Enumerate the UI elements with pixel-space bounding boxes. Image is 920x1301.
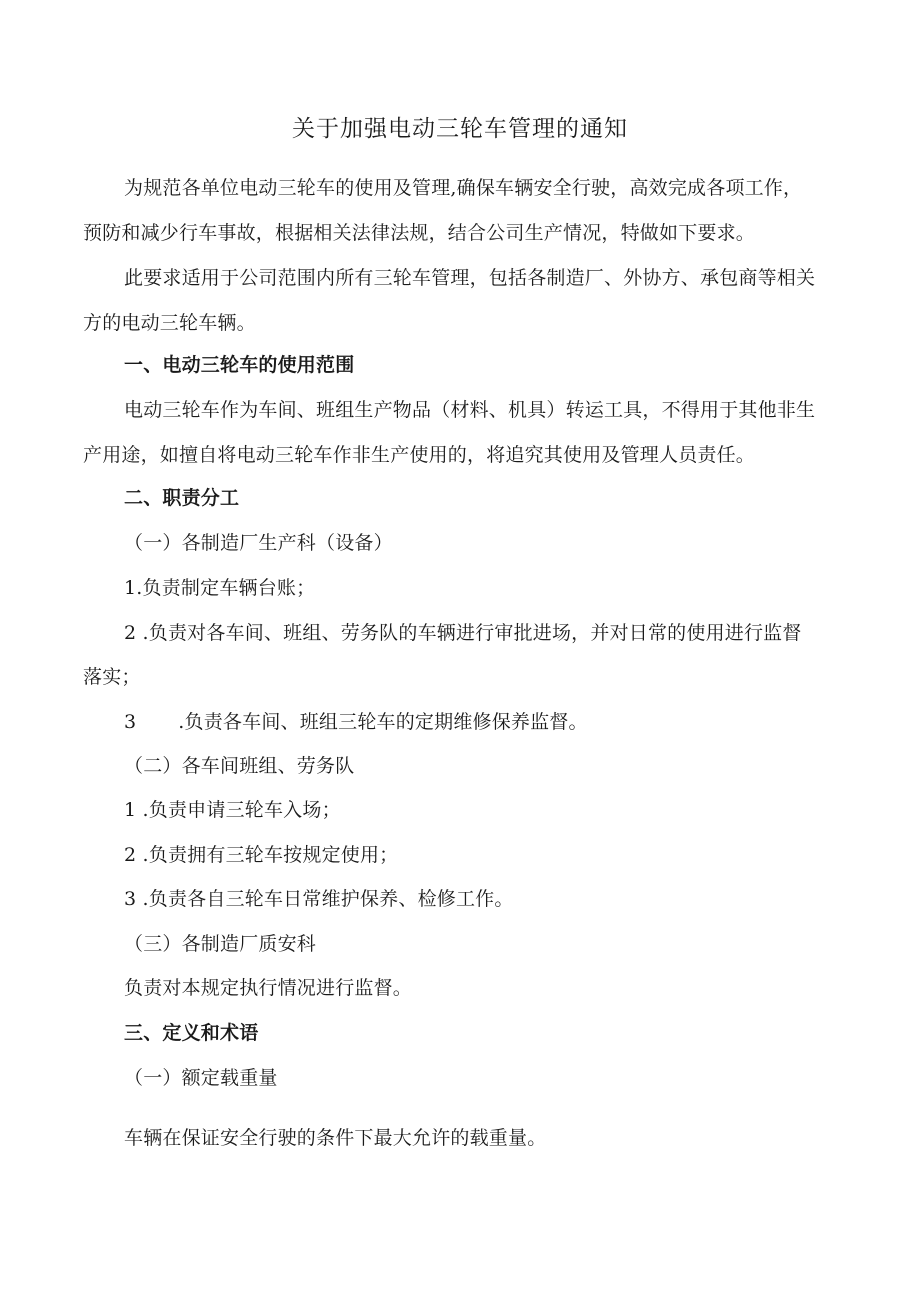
section-3-sub-1-heading: （一）额定载重量 — [124, 1067, 278, 1089]
section-3-heading: 三、定义和术语 — [124, 1022, 259, 1044]
section-1-body-line-1: 电动三轮车作为车间、班组生产物品（材料、机具）转运工具，不得用于其他非生 — [124, 399, 816, 421]
section-2-sub-2-heading: （二）各车间班组、劳务队 — [124, 755, 355, 777]
section-2-heading: 二、职责分工 — [124, 487, 240, 509]
item-3-number: 3 — [124, 711, 137, 733]
section-2-sub-1-item-2-line-1: 2 .负责对各车间、班组、劳务队的车辆进行审批进场，并对日常的使用进行监督 — [124, 622, 802, 644]
section-2-sub-3-heading: （三）各制造厂质安科 — [124, 933, 317, 955]
section-2-sub-2-item-2: 2 .负责拥有三轮车按规定使用； — [124, 844, 399, 866]
section-2-sub-2-item-1: 1 .负责申请三轮车入场； — [124, 799, 341, 821]
scope-line-1: 此要求适用于公司范围内所有三轮车管理，包括各制造厂、外协方、承包商等相关 — [124, 267, 816, 289]
section-2-sub-1-item-1: 1.负责制定车辆台账； — [124, 577, 316, 599]
section-2-sub-1-heading: （一）各制造厂生产科（设备） — [124, 532, 393, 554]
intro-line-1: 为规范各单位电动三轮车的使用及管理,确保车辆安全行驶，高效完成各项工作， — [124, 177, 803, 199]
section-2-sub-1-item-3 — [124, 710, 588, 734]
section-1-heading: 一、电动三轮车的使用范围 — [124, 354, 355, 376]
section-2-sub-2-item-3: 3 .负责各自三轮车日常维护保养、检修工作。 — [124, 888, 514, 910]
scope-line-2: 方的电动三轮车辆。 — [83, 312, 256, 334]
section-2-sub-3-body: 负责对本规定执行情况进行监督。 — [124, 977, 413, 999]
item-3-text: .负责各车间、班组三轮车的定期维修保养监督。 — [178, 711, 588, 733]
section-2-sub-1-item-2-line-2: 落实； — [83, 666, 141, 688]
section-3-sub-1-body: 车辆在保证安全行驶的条件下最大允许的载重量。 — [124, 1127, 547, 1149]
intro-line-2: 预防和减少行车事故，根据相关法律法规，结合公司生产情况，特做如下要求。 — [83, 222, 756, 244]
section-1-body-line-2: 产用途，如擅自将电动三轮车作非生产使用的，将追究其使用及管理人员责任。 — [83, 444, 756, 466]
document-title: 关于加强电动三轮车管理的通知 — [292, 116, 628, 142]
